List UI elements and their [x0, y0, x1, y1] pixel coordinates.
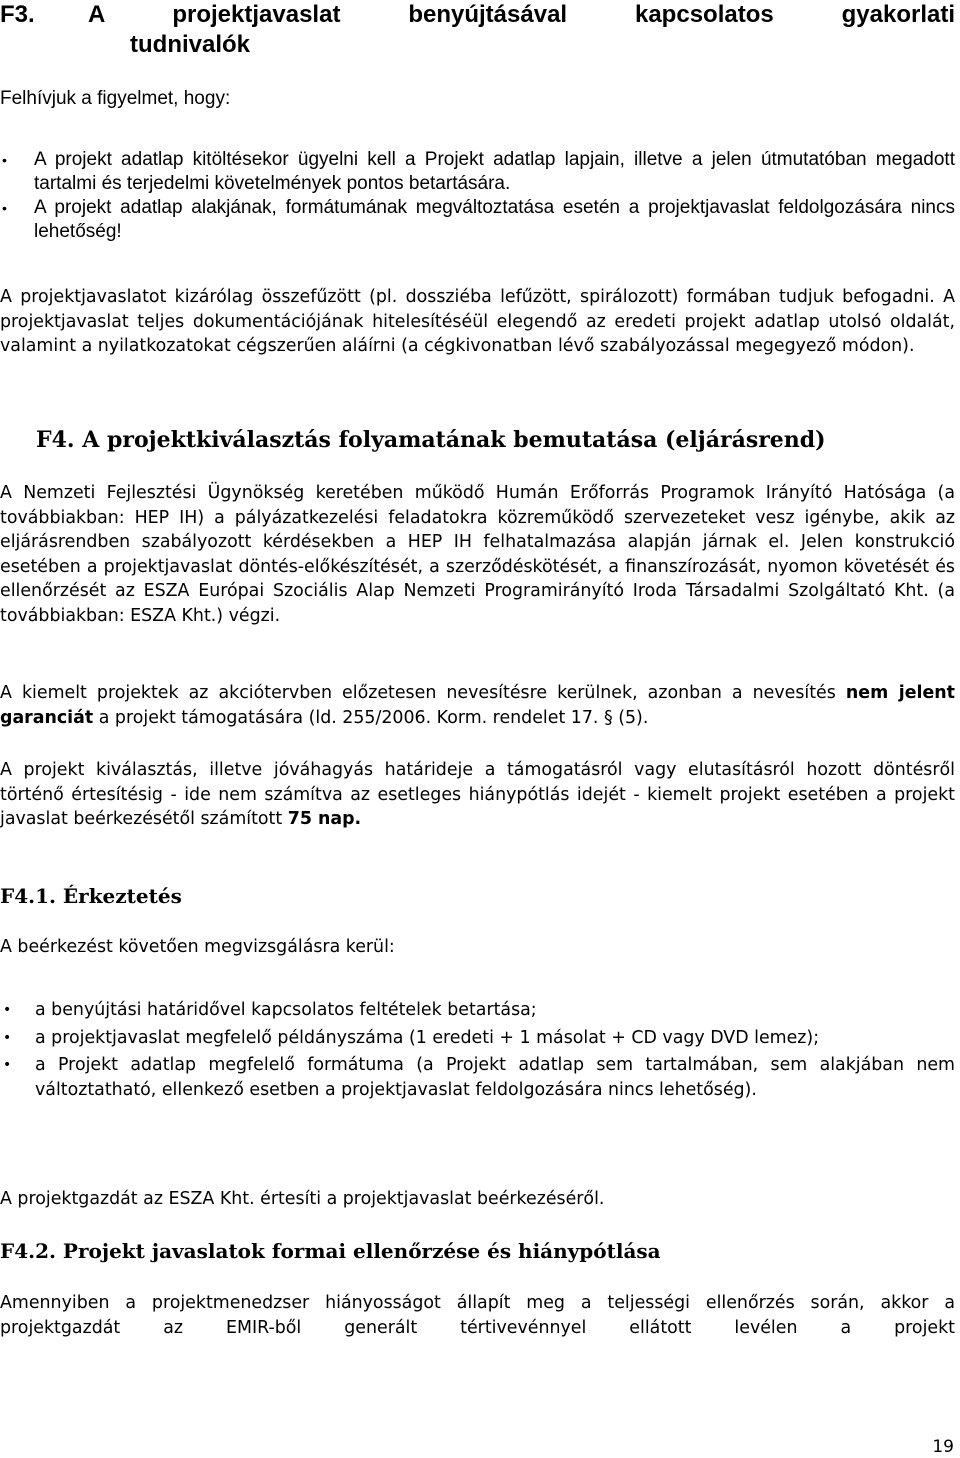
section-heading-f4: F4. A projektkiválasztás folyamatának bemutatása (eljárásrend)	[36, 427, 826, 453]
bullet-icon: •	[3, 1029, 12, 1046]
f4-paragraph-1: A Nemzeti Fejlesztési Ügynökség keretében működő Humán Erőforrás Programok Irányító Hatósága (a továbbiakban: HEP IH) a pályázatkezelési feladatokra közreműködő szervezeteket vesz igénybe, akik az eljárásrendben szabályozott kérdésekben a HEP IH felhatalmazása alapján járnak el. Jelen konstrukció esetében a projektjavaslat döntés-előkészítését, a szerződéskötését, a finanszírozását, nyomon követését és ellenőrzését az ESZA Európai Szociális Alap Nemzeti Programirányító Iroda Társadalmi Szolgáltató Kht. (a továbbiakban: ESZA Kht.) végzi.	[0, 483, 955, 626]
intro-text: Felhívjuk a figyelmet, hogy:	[0, 88, 231, 109]
section-title-line1: A projektjavaslat benyújtásával kapcsolatos gyakorlati	[88, 1, 955, 28]
deadline-text: 75 nap.	[287, 809, 362, 829]
list-item	[0, 148, 955, 196]
binding-paragraph: A projektjavaslatot kizárólag összefűzött (pl. dossziéba lefűzött, spirálozott) formában tudjuk befogadni. A projektjavaslat teljes dokumentációjának hitelesítéséül elegendő az eredeti projekt adatlap utolsó oldalát, valamint a nyilatkozatokat cégszerűen aláírni (a cégkivonatban lévő szabályozással megegyező módon).	[0, 287, 955, 356]
list-item	[0, 196, 955, 244]
f4-1-closing: A projektgazdát az ESZA Kht. értesíti a projektjavaslat beérkezéséről.	[0, 1189, 605, 1209]
list-item-text: a Projekt adatlap megfelelő formátuma (a Projekt adatlap sem tartalmában, sem alakjában nem változtatható, ellenkező esetben a projektjavaslat feldolgozására nincs lehetőség).	[35, 1055, 955, 1100]
f4-paragraph-3: A projekt kiválasztás, illetve jóváhagyás határideje a támogatásról vagy elutasításról hozott döntésről történő értesítésig - ide nem számítva az esetleges hiánypótlás idejét - kiemelt projekt esetében a projekt javaslat beérkezésétől számított 75 nap.	[0, 760, 955, 829]
page-number: 19	[932, 1437, 954, 1457]
list-item-text: a benyújtási határidővel kapcsolatos feltételek betartása;	[35, 1000, 537, 1020]
section-title-line2: tudnivalók	[130, 31, 251, 58]
section-number: F3.	[0, 1, 35, 28]
list-item-text: A projekt adatlap kitöltésekor ügyelni kell a Projekt adatlap lapjain, illetve a jelen útmutatóban megadott tartalmi és terjedelmi követelmények pontos betartására.	[34, 149, 955, 194]
section-heading-f4-1: F4.1. Érkeztetés	[0, 884, 182, 908]
f4-1-bullet-list	[0, 998, 955, 1102]
list-item-text: a projektjavaslat megfelelő példányszáma (1 eredeti + 1 másolat + CD vagy DVD lemez);	[35, 1027, 820, 1048]
bullet-icon: •	[3, 1002, 12, 1018]
bullet-icon: •	[2, 152, 7, 168]
f4-2-paragraph: Amennyiben a projektmenedzser hiányosságot állapít meg a teljességi ellenőrzés során, akkor a projektgazdát az EMIR-ből generált tértivevénnyel ellátott levélen a projekt	[0, 1293, 955, 1338]
list-item-text: A projekt adatlap alakjának, formátumának megváltoztatása esetén a projektjavaslat feldolgozására nincs lehetőség!	[34, 197, 955, 242]
f3-bullet-list	[0, 148, 955, 244]
f4-1-intro: A beérkezést követően megvizsgálásra kerül:	[0, 937, 395, 957]
list-item	[0, 1053, 955, 1102]
list-item	[0, 1026, 955, 1051]
f4-paragraph-2: A kiemelt projektek az akciótervben előzetesen nevesítésre kerülnek, azonban a nevesítés nem jelent garanciát a projekt támogatására (ld. 255/2006. Korm. rendelet 17. § (5).	[0, 683, 955, 728]
bullet-icon: •	[3, 1057, 12, 1073]
list-item	[0, 998, 955, 1023]
section-heading-f4-2: F4.2. Projekt javaslatok formai ellenőrzése és hiánypótlása	[0, 1239, 661, 1263]
emphasis-text: nem jelent garanciát	[0, 683, 955, 728]
bullet-icon: •	[2, 200, 7, 216]
